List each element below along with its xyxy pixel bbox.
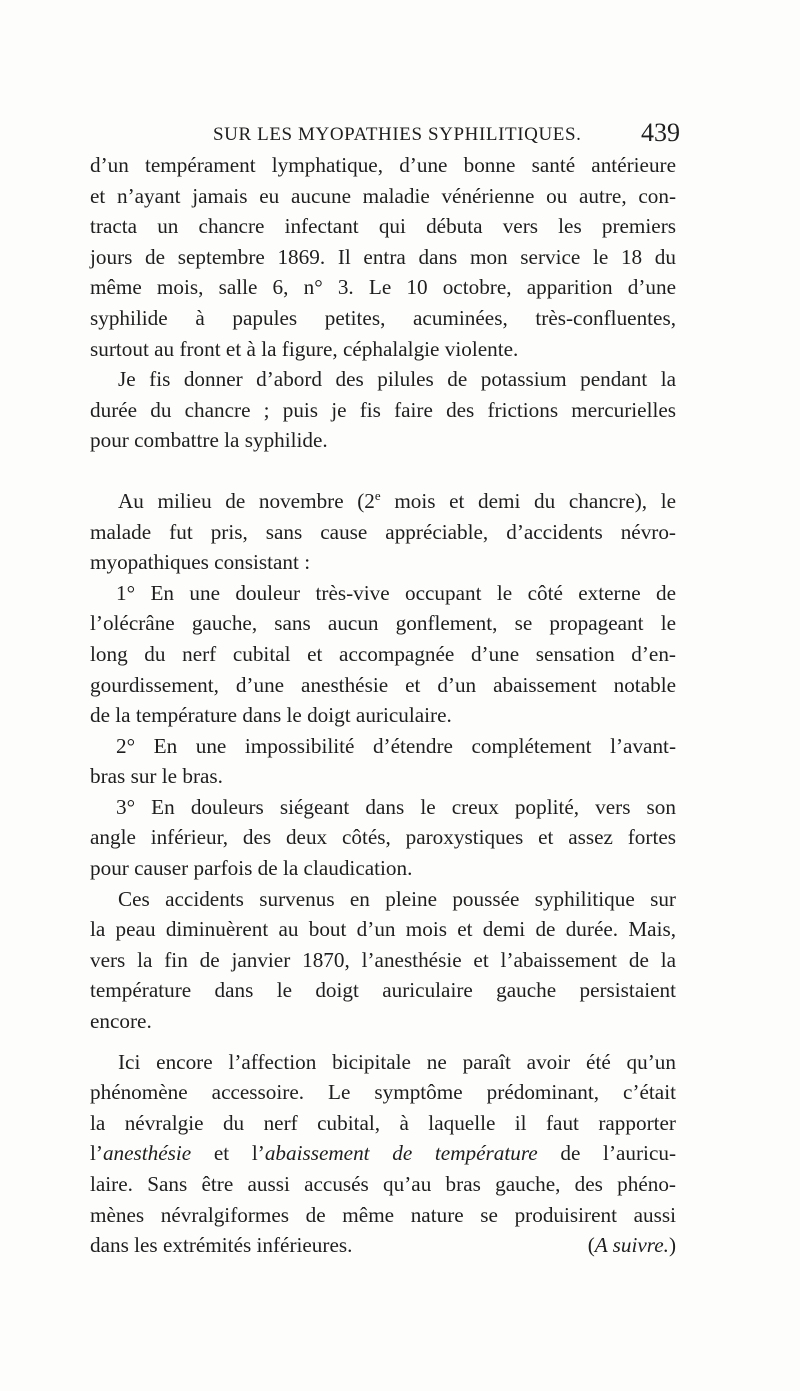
- text-line: long du nerf cubital et accompagnée d’une sensation d’en-: [90, 641, 676, 666]
- text-line: [90, 486, 676, 517]
- italic-term: abaissement de température: [264, 1141, 538, 1166]
- text-line: température dans le doigt auriculaire gauche persistaient: [90, 978, 676, 1003]
- paragraph-gap: [90, 1037, 676, 1047]
- text-line: l’olécrâne gauche, sans aucun gonflement, se propageant le: [90, 611, 676, 636]
- text-line: Ces accidents survenus en pleine poussée syphilitique sur: [118, 886, 676, 911]
- text-line: 2° En une impossibilité d’étendre complétement l’avant-: [116, 733, 676, 758]
- text-line: 3° En douleurs siégeant dans le creux poplité, vers son: [116, 794, 676, 819]
- running-head: SUR LES MYOPATHIES SYPHILITIQUES.: [213, 124, 582, 145]
- text-line: bras sur le bras.: [90, 764, 223, 789]
- text-fragment: Au milieu de novembre (2: [118, 488, 375, 513]
- paragraph-gap: [90, 456, 676, 486]
- italic-term: anesthésie: [102, 1141, 192, 1166]
- text-line: encore.: [90, 1009, 152, 1034]
- text-line: [90, 1230, 676, 1261]
- text-line: gourdissement, d’une anesthésie et d’un abaissement notable: [90, 672, 676, 697]
- text-line: de la température dans le doigt auriculaire.: [90, 703, 452, 728]
- text-line: malade fut pris, sans cause appréciable, d’accidents névro-: [90, 519, 676, 544]
- text-fragment: mois et demi du chancre), le: [380, 488, 676, 513]
- paragraph-symptom-3: [90, 792, 676, 884]
- text-line: et n’ayant jamais eu aucune maladie vénérienne ou autre, con-: [90, 183, 676, 208]
- text-fragment: l’: [90, 1141, 103, 1166]
- text-line: pour combattre la syphilide.: [90, 428, 328, 453]
- text-line: surtout au front et à la figure, céphalalgie violente.: [90, 336, 519, 361]
- body-text: [90, 150, 676, 1261]
- paragraph-symptom-2: [90, 731, 676, 792]
- to-be-continued: [588, 1230, 676, 1261]
- text-line: durée du chancre ; puis je fis faire des frictions mercurielles: [90, 397, 676, 422]
- text-line: Je fis donner d’abord des pilules de potassium pendant la: [118, 367, 676, 392]
- text-line: la névralgie du nerf cubital, à laquelle il faut rapporter: [90, 1110, 676, 1135]
- text-line: myopathiques consistant :: [90, 550, 311, 575]
- text-line: laire. Sans être aussi accusés qu’au bras gauche, des phéno-: [90, 1172, 676, 1196]
- text-line: angle inférieur, des deux côtés, paroxystiques et assez fortes: [90, 825, 676, 850]
- paragraph-evolution: [90, 884, 676, 1037]
- text-line: vers la fin de janvier 1870, l’anesthésie et l’abaissement de la: [90, 947, 676, 972]
- superscript: e: [374, 487, 381, 503]
- text-line: 1° En une douleur très-vive occupant le côté externe de: [116, 580, 676, 605]
- text-line: mènes névralgiformes de même nature se produisirent aussi: [90, 1202, 676, 1227]
- paragraph-onset: [90, 486, 676, 578]
- text-line: tracta un chancre infectant qui débuta vers les premiers: [90, 214, 676, 239]
- paragraph-symptom-1: [90, 578, 676, 731]
- paren-close: ): [668, 1233, 676, 1258]
- text-line: Ici encore l’affection bicipitale ne paraît avoir été qu’un: [118, 1049, 676, 1074]
- text-line: phénomène accessoire. Le symptôme prédominant, c’était: [90, 1080, 676, 1105]
- text-fragment: de l’auricu-: [537, 1141, 676, 1166]
- paren-open: (: [587, 1233, 595, 1258]
- text-line: pour causer parfois de la claudication.: [90, 856, 413, 881]
- text-line: même mois, salle 6, n° 3. Le 10 octobre, apparition d’une: [90, 275, 676, 300]
- text-line: d’un tempérament lymphatique, d’une bonne santé antérieure: [90, 153, 676, 177]
- text-line: syphilide à papules petites, acuminées, très-confluentes,: [90, 305, 676, 330]
- text-line: [90, 1138, 676, 1169]
- paragraph-conclusion: [90, 1047, 676, 1261]
- page-header: [90, 118, 680, 150]
- italic-term: A suivre.: [594, 1233, 669, 1258]
- text-line: jours de septembre 1869. Il entra dans mon service le 18 du: [90, 244, 676, 269]
- paragraph-case-history: [90, 150, 676, 364]
- text-fragment: et l’: [191, 1141, 265, 1166]
- text-line: la peau diminuèrent au bout d’un mois et demi de durée. Mais,: [90, 917, 676, 942]
- paragraph-treatment: [90, 364, 676, 456]
- text-fragment: dans les extrémités inférieures.: [90, 1233, 353, 1258]
- page-number: 439: [641, 118, 680, 147]
